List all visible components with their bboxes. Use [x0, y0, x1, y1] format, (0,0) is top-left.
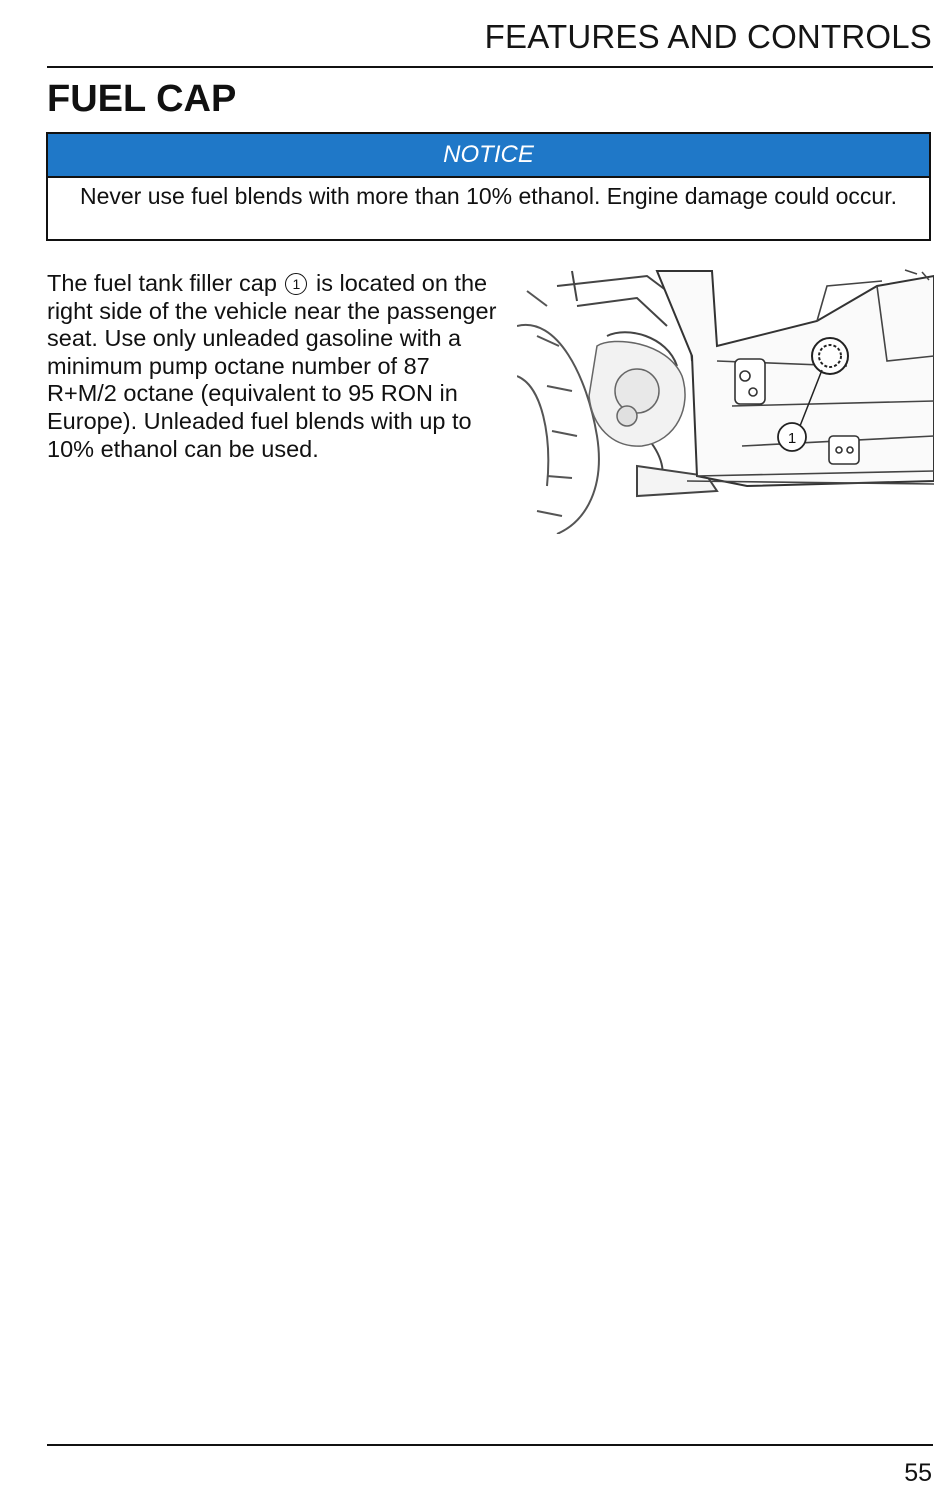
- fuel-cap-illustration-icon: [517, 266, 934, 534]
- notice-header: [48, 134, 929, 178]
- fuel-cap-figure: [517, 266, 934, 534]
- notice-text: Never use fuel blends with more than 10% ethanol. Engine damage could occur.: [79, 183, 897, 209]
- section-title: FUEL CAP: [47, 78, 237, 120]
- body-paragraph: [47, 270, 499, 463]
- header-divider: [47, 66, 933, 68]
- body-text-after: is located on the right side of the vehicle near the passenger seat. Use only unleaded gasoline with a minimum pump octane number of 87 R+M/2 octane (equivalent to 95 RON in Europe). Unleaded fuel blends with up to 10% ethanol can be used.: [47, 270, 497, 462]
- running-header: FEATURES AND CONTROLS: [484, 18, 932, 55]
- notice-box: [46, 132, 931, 241]
- body-text-before: The fuel tank filler cap: [47, 270, 277, 296]
- figure-callout-label: 1: [787, 430, 797, 447]
- notice-label: NOTICE: [443, 141, 534, 168]
- callout-reference: 1: [285, 273, 307, 295]
- page-number: 55: [904, 1459, 932, 1487]
- footer-divider: [47, 1444, 933, 1446]
